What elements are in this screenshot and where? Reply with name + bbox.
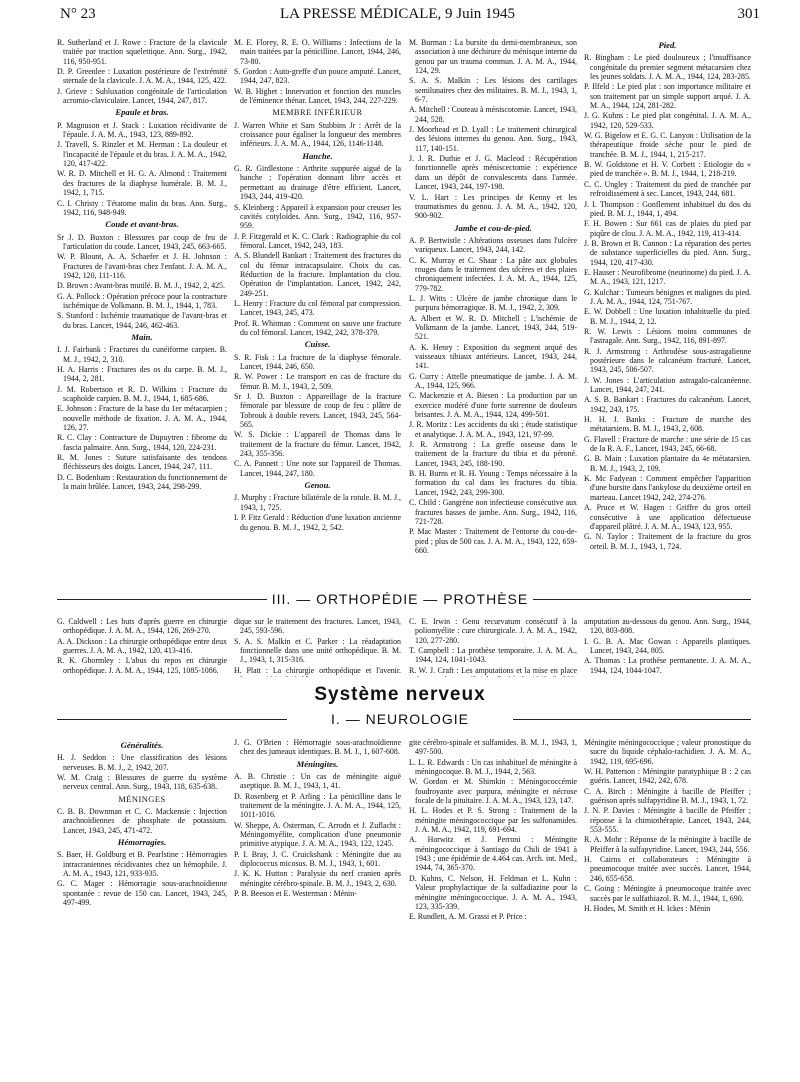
reference-entry: G. Caldwell : Les buts d'après guerre en chirurgie orthopédique. J. A. M. A., 1944, 126, 269-270. <box>57 617 227 636</box>
reference-entry: Méningite méningococcique ; valeur pronostique du sucre du liquide céphalo-rachidien. J. A. M. A., 1942, 119, 695-696. <box>584 738 751 766</box>
reference-entry: R. M. Jones : Suture satisfaisante des tendons fléchisseurs des doigts. Lancet, 1944, 247, 111. <box>57 453 227 472</box>
reference-entry: J. B. Brown et B. Cannon : La réparation des pertes de substance superficielles du pied. Ann. Surg., 1944, 120, 417-430. <box>584 238 751 267</box>
reference-entry: C. E. Irwin : Genu recurvatum consécutif à la poliomyélite : cure chirurgicale. J. A. M. A., 1942, 120, 277-280. <box>409 617 577 645</box>
reference-entry: B. H. Burns et R. H. Young : Temps nécessaire à la formation du cal dans les fractures du tibia. Lancet, 1942, 243, 299-300. <box>409 469 577 497</box>
reference-entry: A. S. B. Bankart : Fractures du calcanéum. Lancet, 1942, 243, 175. <box>584 395 751 414</box>
reference-entry: C. Child : Gangrène non infectieuse consécutive aux fractures basses de jambe. Ann. Surg., 1942, 116, 721-728. <box>409 498 577 526</box>
reference-entry: H. H. J. Banks : Fracture de marche des métatarsiens. B. M. J., 1943, 2, 608. <box>584 415 751 434</box>
reference-entry: R. C. Clay : Contracture de Dupuytren : fibrome du fascia palmaire. Ann. Surg., 1944, 120, 224-231. <box>57 433 227 452</box>
page-number: N° 23 <box>60 6 96 22</box>
reference-entry: R. W. J. Craft : Les amputations et la mise en place <box>409 665 577 675</box>
reference-entry: I. P. Fitz Gerald : Réduction d'une luxation ancienne du genou. B. M. J., 1942, 2, 542. <box>234 513 401 532</box>
reference-entry: I. J. Fairbank : Fractures du cunéiforme carpien. B. M. J., 1942, 2, 310. <box>57 345 227 364</box>
page-header <box>0 0 800 26</box>
section-title-systeme-nerveux: Système nerveux <box>314 684 486 705</box>
reference-entry: Prof. R. Whitman : Comment on sauve une fracture du col fémoral. Lancet, 1942, 242, 378-379. <box>234 318 401 337</box>
reference-entry: D. Brown : Avant-bras mutilé. B. M. J., 1942, 2, 425. <box>57 281 225 291</box>
subsection-heading: Coude et avant-bras. <box>105 219 179 230</box>
reference-entry: R. J. Armstrong : Arthrodèse sous-astragalienne postérieure dans le calcanéum fracturé. Lancet, 1943, 245, 506-507. <box>584 346 751 375</box>
subsection-heading: Méningites. <box>296 758 339 769</box>
reference-entry: D. P. Greenlee : Luxation postérieure de l'extrémité sternale de la clavicule. J. A. M. A., 1944, 125, 422. <box>57 67 227 86</box>
reference-entry: A. B. Christie : Un cas de méningite aiguë aseptique. B. M. J., 1943, 1, 41. <box>234 772 401 791</box>
reference-entry: A. Thomas : La prothèse permanente. J. A. M. A., 1944, 124, 1044-1047. <box>584 656 751 675</box>
column <box>57 38 227 586</box>
reference-entry: dique sur le traitement des fractures. Lancet, 1943, 245, 593-596. <box>234 617 401 636</box>
reference-entry: C. K. Murray et C. Shaar : La pâte aux globules rouges dans le traitement des ulcères et des plaies chroniquement infectées. J. A. M. A., 1944, 125, 779-782. <box>409 255 577 293</box>
reference-entry: E. W. Dobbell : Une luxation inhabituelle du pied. B. M. J., 1944, 2, 12. <box>584 307 751 326</box>
reference-entry: G. Curry : Attelle pneumatique de jambe. J. A. M. A., 1944, 125, 966. <box>409 371 577 391</box>
reference-entry: I. G. B. A. Mac Gowan : Appareils plastiques. Lancet, 1943, 244, 805. <box>584 636 751 656</box>
reference-entry: G. Flavell : Fracture de marche : une série de 15 cas de la R. A. F., Lancet, 1943, 245, 66-68. <box>584 434 751 454</box>
reference-entry: J. P. Fitzgerald et K. C. Clark : Radiographie du col fémoral. Lancet, 1942, 243, 183. <box>234 231 401 250</box>
subsection-heading: Jambe et cou-de-pied. <box>454 222 532 233</box>
subsection-heading: Cuisse. <box>304 339 331 350</box>
reference-entry: M. E. Florey, R. E. O. Williams : Infections de la main traitées par la pénicilline. Lancet, 1944, 246, 73-80. <box>234 38 401 66</box>
reference-entry: A. Mitchell : Couteau à méniscotomie. Lancet, 1943, 244, 528. <box>409 105 577 124</box>
reference-entry: A. Pruce et W. Hagen : Griffre du gros orteil consécutive à une application défectueuse d'appareil plâtré. J. A. M. A., 1943, 123, 955. <box>584 503 751 531</box>
reference-entry: J. Warren White et Sam Stubbins Jr : Arrêt de la croissance pour égaliser la longueur des membres inférieurs. J. A. M. A., 1944, 126, 1146-1148. <box>234 120 401 149</box>
reference-entry: Sr J. D. Buxton : Appareillage de la fracture fémorale par blessure de coup de feu : plâtre de Tobrouk à double revers. Lancet, 1943, 245, 564-565. <box>234 392 401 430</box>
subsection-heading: Hanche. <box>302 150 333 161</box>
reference-entry: G. B. Main : Luxation plantaire du 4e métatarsien. B. M. J., 1943, 2, 109. <box>584 454 751 473</box>
reference-entry: J. G. Kuhns : Le pied plat congénital. J. A. M. A., 1942, 120, 529-533. <box>584 111 751 130</box>
reference-entry: P. Magnuson et J. Stack : Luxation récidivante de l'épaule. J. A. M. A., 1943, 123, 889-892. <box>57 120 227 140</box>
reference-entry: J. W. Jones : L'articulation astragalo-calcanéenne. Lancet, 1944, 247, 241. <box>584 375 751 395</box>
reference-entry: E. Hauser : Neurofibrome (neurinome) du pied. J. A. M. A., 1943, 121, 1217. <box>584 267 751 287</box>
reference-entry: C. Mackenzie et A. Biesen : La production par un exercice modéré d'une forte surrenne de douleurs brisantes. J. A. M. A., 1944, 124, 499-501. <box>409 391 577 420</box>
reference-entry <box>57 676 227 677</box>
reference-entry: R. W. Lewis : Lésions moins communes de l'astragale. Ann. Surg., 1942, 116, 891-897. <box>584 326 751 346</box>
reference-entry: A. Albert et W. R. D. Mitchell : L'ischémie de Volkmann de la jambe. Lancet, 1943, 244, 519-521. <box>409 313 577 342</box>
section-title-neurologie: I. — NEUROLOGIE <box>331 711 469 727</box>
section-rule <box>533 599 751 600</box>
reference-entry: S. Stanford : Ischémie traumatique de l'avant-bras et du bras. Lancet, 1944, 246, 462-463. <box>57 311 227 330</box>
reference-entry: J. R. Armstrong : La greffe osseuse dans le traitement de la fracture du tibia et du péroné. Lancet, 1943, 245, 188-190. <box>409 440 577 468</box>
reference-entry: C. C. Ungley : Traitement du pied de tranchée par refroidissement à sec. Lancet, 1943, 244, 681. <box>584 179 751 199</box>
reference-entry: G. A. Pollock : Opération précoce pour la contracture ischémique de Volkmann. B. M. J., 1944, 1, 783. <box>57 291 227 310</box>
reference-entry: W. R. D. Mitchell et H. G. A. Almond : Traitement des fractures de la diaphyse humérale. B. M. J., 1942, 1, 715. <box>57 169 227 198</box>
column <box>234 738 401 1078</box>
column <box>234 617 401 677</box>
reference-entry: J. Grieve : Subluxation congénitale de l'articulation acromio-claviculaire. Lancet, 1944, 247, 817. <box>57 86 227 106</box>
journal-title: LA PRESSE MÉDICALE, 9 Juin 1945 <box>280 6 516 22</box>
reference-entry: B. W. Goldstone et H. V. Corbett : Etiologie du « pied de tranchée ». B. M. J., 1944, 1, 218-219. <box>584 160 751 179</box>
subsection-heading: Genou. <box>304 480 331 491</box>
reference-entry: L. Henry : Fracture du col fémoral par compression. Lancet, 1943, 245, 473. <box>234 298 401 318</box>
reference-entry: J. R. Moritz : Les accidents du ski ; étude statistique et analytique. J. A. M. A., 1943, 121, 97-99. <box>409 420 577 439</box>
column <box>57 617 227 677</box>
reference-entry: H. A. Harris : Fractures des os du carpe. B. M. J., 1944, 2, 281. <box>57 365 227 384</box>
reference-entry: L. L. R. Edwards : Un cas inhabituel de méningite à méningocoque. B. M. J., 1944, 2, 563. <box>409 757 577 777</box>
column <box>409 38 577 586</box>
reference-entry: W. S. Dickie : L'appareil de Thomas dans le traitement de la fracture du fémur. Lancet, 1942, 243, 355-356. <box>234 430 401 459</box>
reference-entry: A. P. Bertwistle : Altérations osseuses dans l'ulcère variqueux. Lancet, 1943, 244, 142. <box>409 235 577 255</box>
reference-entry: P. Mac Master : Traitement de l'entorse du cou-de-pied ; plus de 500 cas. J. A. M. A., 1943, 122, 659-660. <box>409 527 577 555</box>
reference-entry: D. C. Bodenham : Restauration du fonctionnement de la main brûlée. Lancet, 1943, 244, 298-299. <box>57 472 227 492</box>
column <box>584 617 751 677</box>
column <box>409 617 577 677</box>
reference-entry: J. Murphy : Fracture bilatérale de la rotule. B. M. J., 1943, 1, 725. <box>234 493 401 512</box>
section-rule <box>513 719 751 720</box>
subsection-heading: MEMBRE INFÉRIEUR <box>272 108 363 118</box>
reference-entry: M. Burman : La bursite du demi-membraneux, son association à une déchirure du ménisque interne du genou par un trauma commun. J. A. M. A., 1944, 124, 29. <box>409 38 577 76</box>
reference-entry: Sr J. D. Buxton : Blessures par coup de feu de l'articulation du coude. Lancet, 1943, 245, 663-665. <box>57 232 227 251</box>
reference-entry: J. M. Robertson et R. D. Wilkins : Fracture du scaphoïde carpien. B. M. J., 1944, 1, 685-686. <box>57 384 227 404</box>
reference-entry: gite cérébro-spinale et sulfamides. B. M. J., 1943, 1, 497-500. <box>409 738 577 757</box>
reference-entry: H. J. Seddon : Une classification des lésions nerveuses. B. M. J., 2, 1942, 207. <box>57 753 227 772</box>
reference-entry: S. Kleinberg : Appareil à expansion pour creuser les cavités cotyloïdes. Ann. Surg., 1942, 116, 957-959. <box>234 202 401 231</box>
reference-entry: S. A. S. Malkin : Les lésions des cartilages semilunaires chez des militaires. B. M. J., 1943, 1, 6-7. <box>409 76 577 105</box>
reference-entry: G. R. Girdlestone : Arthrite suppurée aiguë de la hanche ; l'opération donnant libre accès et permettant au drainage d'être efficient. Lancet, 1943, 244, 419-420. <box>234 164 401 202</box>
column <box>584 738 751 1078</box>
reference-entry: J. G. O'Brien : Hémorragie sous-arachnoïdienne chez des jumeaux identiques. B. M. J., 1, 607-608. <box>234 738 401 757</box>
reference-entry: J. Travell, S. Rinzler et M. Herman : La douleur et l'incapacité de l'épaule et du bras. J. A. M. A., 1942, 120, 417-422. <box>57 140 227 169</box>
reference-entry: K. Mc Fadyean : Comment empêcher l'apparition d'une bursite dans l'ankylose du deuxième orteil en marteau. Lancet 1942, 242, 274-276. <box>584 474 751 502</box>
reference-entry: R. W. Power : Le transport en cas de fracture du fémur. B. M. J., 1943, 2, 509. <box>234 372 401 391</box>
reference-entry: amputation au-dessous du genou. Ann. Surg., 1944, 120, 803-808. <box>584 617 751 636</box>
reference-entry: J. N. P. Davies : Méningite à bacille de Pfeiffer ; réponse à la chimiothérapie. Lancet, 1943, 244, 553-555. <box>584 806 751 835</box>
reference-entry: H. Cairns et collaborateurs : Méningite à pneumocoque traitée avec succès. Lancet, 1944, 246, 655-658. <box>584 855 751 883</box>
reference-entry: S. A. S. Malkin et C. Parker : La réadaptation fonctionnelle dans une unité orthopédique. B. M. J., 1943, 1, 315-316. <box>234 636 401 665</box>
reference-entry: F. H. Bowen : Sur 661 cas de plaies du pied par piqûre de clou. J. A. M. A., 1942, 119, 413-414. <box>584 219 751 238</box>
column <box>584 38 751 586</box>
reference-entry: W. M. Craig : Blessures de guerre du système nerveux central. Ann. Surg., 1943, 118, 635-638. <box>57 773 227 792</box>
reference-entry: E. Johnson : Fracture de la base du 1er métacarpien ; nouvelle méthode de fixation. J. A. M. A., 1944, 126, 27. <box>57 404 227 433</box>
subsection-heading: MÉNINGES <box>118 794 166 804</box>
reference-entry: H. Platt : La chirurgie orthopédique et l'avenir. <box>234 665 401 675</box>
reference-entry: V. L. Hart : Les principes de Kenny et les traumatismes du genou. J. A. M. A., 1942, 120, 900-902. <box>409 192 577 221</box>
subsection-heading: Hémorragies. <box>117 837 167 848</box>
reference-entry: W. Gordon et M. Shimkin : Méningococcémie foudroyante avec purpura, méningite et nécrose focale de la pituitaire. J. A. M. A., 1943, 123, 147. <box>409 777 577 806</box>
reference-entry: W. H. Patterson : Méningite paratyphique B : 2 cas guéris. Lancet, 1942, 242, 678. <box>584 767 751 786</box>
reference-entry: C. A. Birch : Méningite à bacille de Pfeiffer ; guérison après sulfapyridine B. M. J., 1943, 1, 72. <box>584 786 751 806</box>
reference-entry: W. B. Highet : Innervation et fonction des muscles de l'éminence thénar. Lancet, 1943, 244, 227-229. <box>234 86 401 106</box>
reference-entry: G. Kulchar : Tumeurs bénignes et malignes du pied. J. A. M. A., 1944, 124, 751-767. <box>584 287 751 306</box>
reference-entry: A. Horwitz et J. Perroni : Méningite méningococcique à Santiago du Chili de 1941 à 1943 ; une épidémie de 4.464 cas. Arch. int. Med., 1944, 74, 365-370. <box>409 835 577 873</box>
reference-entry: C. I. Christy : Tétatome malin du bras. Ann. Surg., 1942, 116, 948-949. <box>57 198 227 217</box>
subsection-heading: Généralités. <box>120 740 164 750</box>
reference-entry: C. Going : Méningite à pneumocoque traitée avec succès par le sulfathiazol. B. M. J., 1944, 1, 690. <box>584 884 751 903</box>
reference-entry: L. J. Witts : Ulcère de jambe chronique dans le purpura hémorragique. B. M. J., 1942, 2, 309. <box>409 293 577 313</box>
reference-entry: H. L. Hodes et P. S. Strong : Traitement de la méningite méningococcique par les sulfonamides. J. A. M. A., 1942, 119, 691-694. <box>409 806 577 835</box>
column <box>234 38 401 586</box>
reference-entry: R. K. Ghormley : L'abus du repos en chirurgie orthopédique. J. A. M. A., 1944, 125, 1085-1086. <box>57 656 227 675</box>
reference-entry: R. Bingham : Le pied douloureux ; l'insuffisance congénitale du premier segment métacarsien chez les jeunes soldats. J. A. M. A., 1944, 124, 283-285. <box>584 53 751 82</box>
reference-entry: S. Baer, H. Goldburg et B. Pearlstine : Hémorragies intracraniennes récidivantes chez un hémophile. J. A. M. A., 1943, 121, 933-935. <box>57 850 227 879</box>
reference-entry: R. A. Mohr : Réponse de la méningite à bacille de Pfeiffer à la sulfapyridine. Lancet, 1943, 244, 556. <box>584 835 751 854</box>
reference-entry: R. Sutherland et J. Rowe : Fracture de la clavicule traitée par traction squelettique. Ann. Surg., 1942, 116, 950-951. <box>57 38 227 66</box>
reference-entry: G. N. Taylor : Traitement de la fracture du gros orteil. B. M. J., 1943, 1, 724. <box>584 532 751 551</box>
reference-entry: J. Moorhead et D. Lyall : Le traitement chirurgical des lésions internes du genou. Ann. Surg., 1943, 117, 140-151. <box>409 125 577 153</box>
reference-entry: A. S. Blundell Bankart : Traitement des fractures du col du fémur intracapsulaire. Choix du cas. Réduction de la fracture. Implantation du clou. Opération de l'implantation. Lancet, 1942, 242, 249-251. <box>234 251 401 298</box>
reference-entry: T. Campbell : La prothèse temporaire. J. A. M. A., 1944, 124, 1041-1043. <box>409 646 577 665</box>
reference-entry: J. I. Thompson : Gonflement inhabituel du dos du pied. B. M. J., 1944, 1, 494. <box>584 199 751 218</box>
folio: 301 <box>737 6 760 22</box>
reference-entry: D. Kuhns, C. Nelson, H. Feldman et L. Kuhn : Valeur prophylactique de la sulfadiazine pour la méningite méningococcique. J. A. M. A., 1943, 123, 335-339. <box>409 873 577 911</box>
column <box>409 738 577 1078</box>
reference-entry: E. Rundlett, A. M. Grassi et P. Price : <box>409 912 527 922</box>
section-title-orthopedie: III. — ORTHOPÉDIE — PROTHÈSE <box>271 591 529 607</box>
reference-entry: J. J. R. Duthie et J. G. Macleod : Récupération fonctionnelle après méniscectomie : expérience dans un dépôt de convalescents dans l'armée. Lancet, 1943, 244, 197-198. <box>409 154 577 192</box>
reference-entry: W. P. Blount, A. A. Schaefer et J. H. Johnson : Fractures de l'avant-bras chez l'enfant. J. A. M. A., 1942, 120, 111-116. <box>57 252 227 280</box>
reference-entry: D. Rosenberg et P. Arling : La pénicilline dans le traitement de la méningite. J. A. M. A., 1944, 125, 1011-1016. <box>234 791 401 820</box>
reference-entry: W. Sheppe, A. Osterman, C. Arrodn et J. Zuflacht : Méningomyélite, complication d'une pneumonie primitive atypique. J. A. M. A., 1943, 122, 1245. <box>234 820 401 849</box>
reference-entry: W. G. Bigelow et E. G. C. Lanyon : Utilisation de la thérapeutique froide sèche pour le pied de tranchée. B. M. J., 1944, 1, 215-217. <box>584 131 751 159</box>
column <box>57 738 227 1078</box>
subsection-heading: Epaule et bras. <box>115 107 169 118</box>
reference-entry: H. Hodes, M. Smith et H. Ickes : Ménin <box>584 903 711 913</box>
reference-entry: P. Ilfeld : Le pied plat : son importance militaire et son traitement par un simple support arqué. J. A. M. A., 1944, 124, 281-282. <box>584 82 751 111</box>
reference-entry: C. B. B. Downman et C. C. Mackensie : Injection arachnoïdiennes de phosphate de potassium. Lancet, 1943, 245, 471-472. <box>57 807 227 835</box>
reference-entry: A. A. Dickson : La chirurgie orthopédique entre deux guerres. J. A. M. A., 1942, 120, 413-416. <box>57 636 227 656</box>
reference-entry: S. R. Fisk : La fracture de la diaphyse fémorale. Lancet, 1944, 246, 650. <box>234 352 401 371</box>
reference-entry: G. C. Mager : Hémorragie sous-arachnoïdienne spontanée : revue de 150 cas. Lancet, 1943, 245, 497-499. <box>57 879 227 908</box>
reference-entry: P. B. Beeson et E. Westerman : Ménin- <box>234 889 357 899</box>
subsection-heading: Pied. <box>658 40 677 50</box>
subsection-heading: Main. <box>131 331 153 342</box>
reference-entry: S. Gordon : Auto-greffe d'un pouce amputé. Lancet, 1944, 247, 823. <box>234 67 401 86</box>
reference-entry: P. I. Bray, J. C. Cruickshank : Méningite due au diplococcus micosus. B. M. J., 1943, 1, 601. <box>234 849 401 869</box>
reference-entry: J. K. K. Hutton : Paralysie du nerf cranien après méningite cérébro-spinale. B. M. J., 1943, 2, 630. <box>234 869 401 888</box>
reference-entry: C. A. Pannett : Une note sur l'appareil de Thomas. Lancet, 1944, 247, 180. <box>234 459 401 478</box>
reference-entry <box>584 676 751 677</box>
reference-entry: A. K. Henry : Exposition du segment arqué des vaisseaux tibiaux antérieurs. Lancet, 1943, 244, 141. <box>409 342 577 371</box>
